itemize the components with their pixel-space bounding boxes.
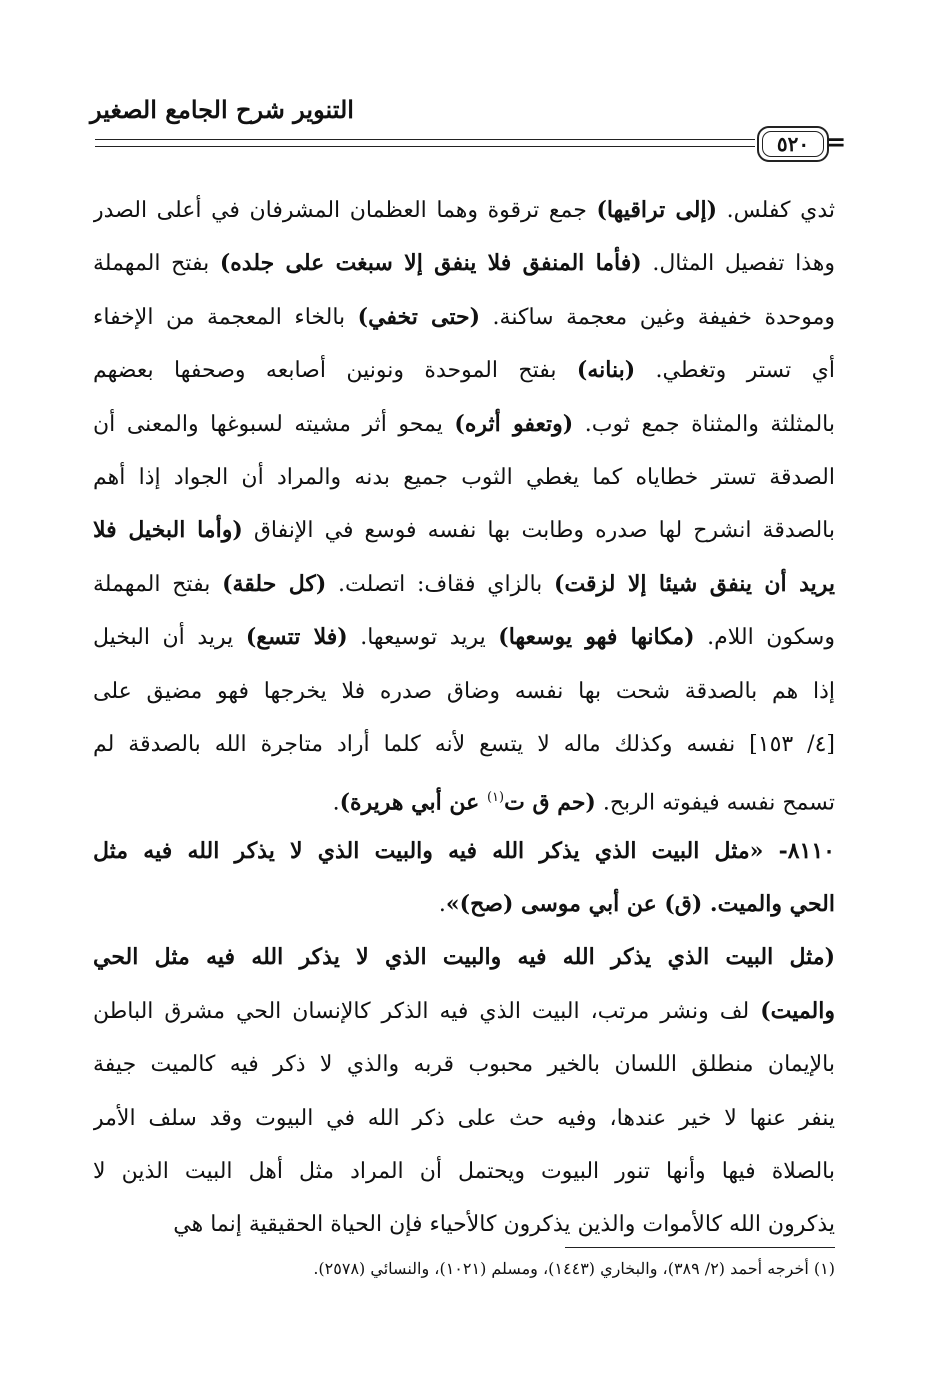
text-line (93, 718, 835, 771)
text-run: (وتعفو أثره) (454, 410, 574, 437)
text-run: أي تستر وتغطي. (635, 358, 835, 384)
text-run: يمحو أثر مشيته لسبوغها والمعنى أن (93, 411, 455, 437)
text-run: (فلا تتسع) (245, 624, 348, 651)
text-line (93, 985, 835, 1038)
text-run: وموحدة خفيفة وغين معجمة ساكنة. (480, 304, 835, 330)
body-text (93, 184, 835, 1252)
text-run: يريد توسيعها. (347, 625, 499, 651)
text-line (93, 1038, 835, 1091)
text-run: . (438, 892, 446, 918)
text-run: بالصدقة انشرح لها صدره وطابت بها نفسه فوسع في الإنفاق (242, 518, 835, 544)
text-line (93, 504, 835, 557)
text-line (93, 611, 835, 664)
text-run: يريد أن ينفق شيئا إلا لزقت) (554, 570, 835, 597)
text-line (93, 665, 835, 718)
text-run: بفتح المهملة (93, 251, 220, 277)
text-run: الحي والميت. (ق) عن أبي موسى (صح)» (445, 891, 835, 918)
text-line (93, 398, 835, 451)
text-run: وسكون اللام. (694, 625, 835, 651)
text-line (93, 344, 835, 397)
text-run: بفتح المهملة (93, 571, 223, 597)
text-run: (مكانها فهو يوسعها) (498, 624, 695, 651)
text-run: بفتح الموحدة ونونين أصابعه وصحفها بعضهم (93, 358, 577, 384)
text-run: جمع ترقوة وهما العظمان المشرفان في أعلى الصدر (93, 198, 597, 223)
text-line (93, 1092, 835, 1145)
text-run: الصدقة تستر خطاياه كما يغطي الثوب جميع بدنه والمراد أن الجواد إذا أهم (93, 464, 835, 490)
text-run: (فأما المنفق فلا ينفق إلا سبغت على جلده) (219, 250, 642, 277)
text-run: . (332, 790, 340, 816)
footnote: (١) أخرجه أحمد (٢/ ٣٨٩)، والبخاري (١٤٤٣)، ومسلم (١٠٢١)، والنسائي (٢٥٧٨). (313, 1259, 835, 1278)
text-run: (وأما البخيل فلا (93, 517, 243, 544)
page-number-text: ٥٢٠ (776, 132, 810, 156)
text-run: لف ونشر مرتب، البيت الذي فيه الذكر كالإنسان الحي مشرق الباطن (93, 998, 761, 1024)
footnote-separator (565, 1247, 835, 1248)
text-line (93, 931, 835, 984)
page-number (757, 126, 829, 162)
text-run: بالخاء المعجمة من الإخفاء (93, 304, 358, 330)
text-run: والميت) (760, 997, 835, 1024)
text-run: ثدي كفلس. (717, 198, 835, 223)
header-rule-top (95, 139, 755, 140)
running-title: التنوير شرح الجامع الصغير (90, 95, 354, 124)
text-line (93, 451, 835, 504)
text-line (93, 1145, 835, 1198)
text-line (93, 184, 835, 237)
text-run: تسمح نفسه فيفوته الربح. (595, 790, 835, 816)
text-line (93, 237, 835, 290)
text-line (93, 558, 835, 611)
text-run: عن أبي هريرة) (339, 789, 487, 816)
text-run: بالإيمان منطلق اللسان بالخير محبوب قربه والذي لا ذكر فيه كالميت جيفة (93, 1052, 835, 1078)
header-rule-bottom (95, 146, 755, 147)
text-line (93, 1198, 835, 1251)
text-run: [٤/ ١٥٣] نفسه وكذلك ماله لا يتسع لأنه كلما أراد متاجرة الله بالصدقة لم (93, 731, 835, 757)
text-run: ٨١١٠- «مثل البيت الذي يذكر الله فيه والبيت الذي لا يذكر الله فيه مثل (93, 837, 835, 864)
text-run: (مثل البيت الذي يذكر الله فيه والبيت الذي لا يذكر الله فيه مثل الحي (93, 944, 835, 971)
text-run: إذا هم بالصدقة شحت بها نفسه وضاق صدره فلا يخرجها فهو مضيق على (93, 678, 835, 704)
text-line (93, 878, 835, 931)
text-run: بالمثلثة والمثناة جمع ثوب. (573, 411, 835, 437)
footnote-marker: (١) (486, 790, 505, 806)
text-line (93, 291, 835, 344)
text-run: بالزاي فقاف: اتصلت. (326, 571, 555, 597)
text-run: (حتى تخفي) (357, 303, 481, 330)
page-number-ornament: = (826, 127, 847, 156)
text-run: يريد أن البخيل (93, 625, 246, 651)
text-line (93, 825, 835, 878)
text-line (93, 771, 835, 824)
text-run: (بنانه) (576, 357, 636, 384)
text-run: (كل حلقة) (222, 570, 327, 597)
text-run: بالصلاة فيها وأنها تنور البيوت ويحتمل أن المراد مثل أهل البيت الذين لا (93, 1159, 835, 1185)
text-run: ينفر عنها لا خير عندها، وفيه حث على ذكر الله في البيوت وقد سلف الأمر (93, 1105, 835, 1131)
text-run: (إلى تراقيها) (596, 197, 718, 223)
text-run: يذكرون الله كالأموات والذين يذكرون كالأحياء فإن الحياة الحقيقية إنما هي (173, 1212, 835, 1238)
text-run: (حم ق ت (504, 789, 596, 816)
text-run: وهذا تفصيل المثال. (641, 251, 835, 277)
